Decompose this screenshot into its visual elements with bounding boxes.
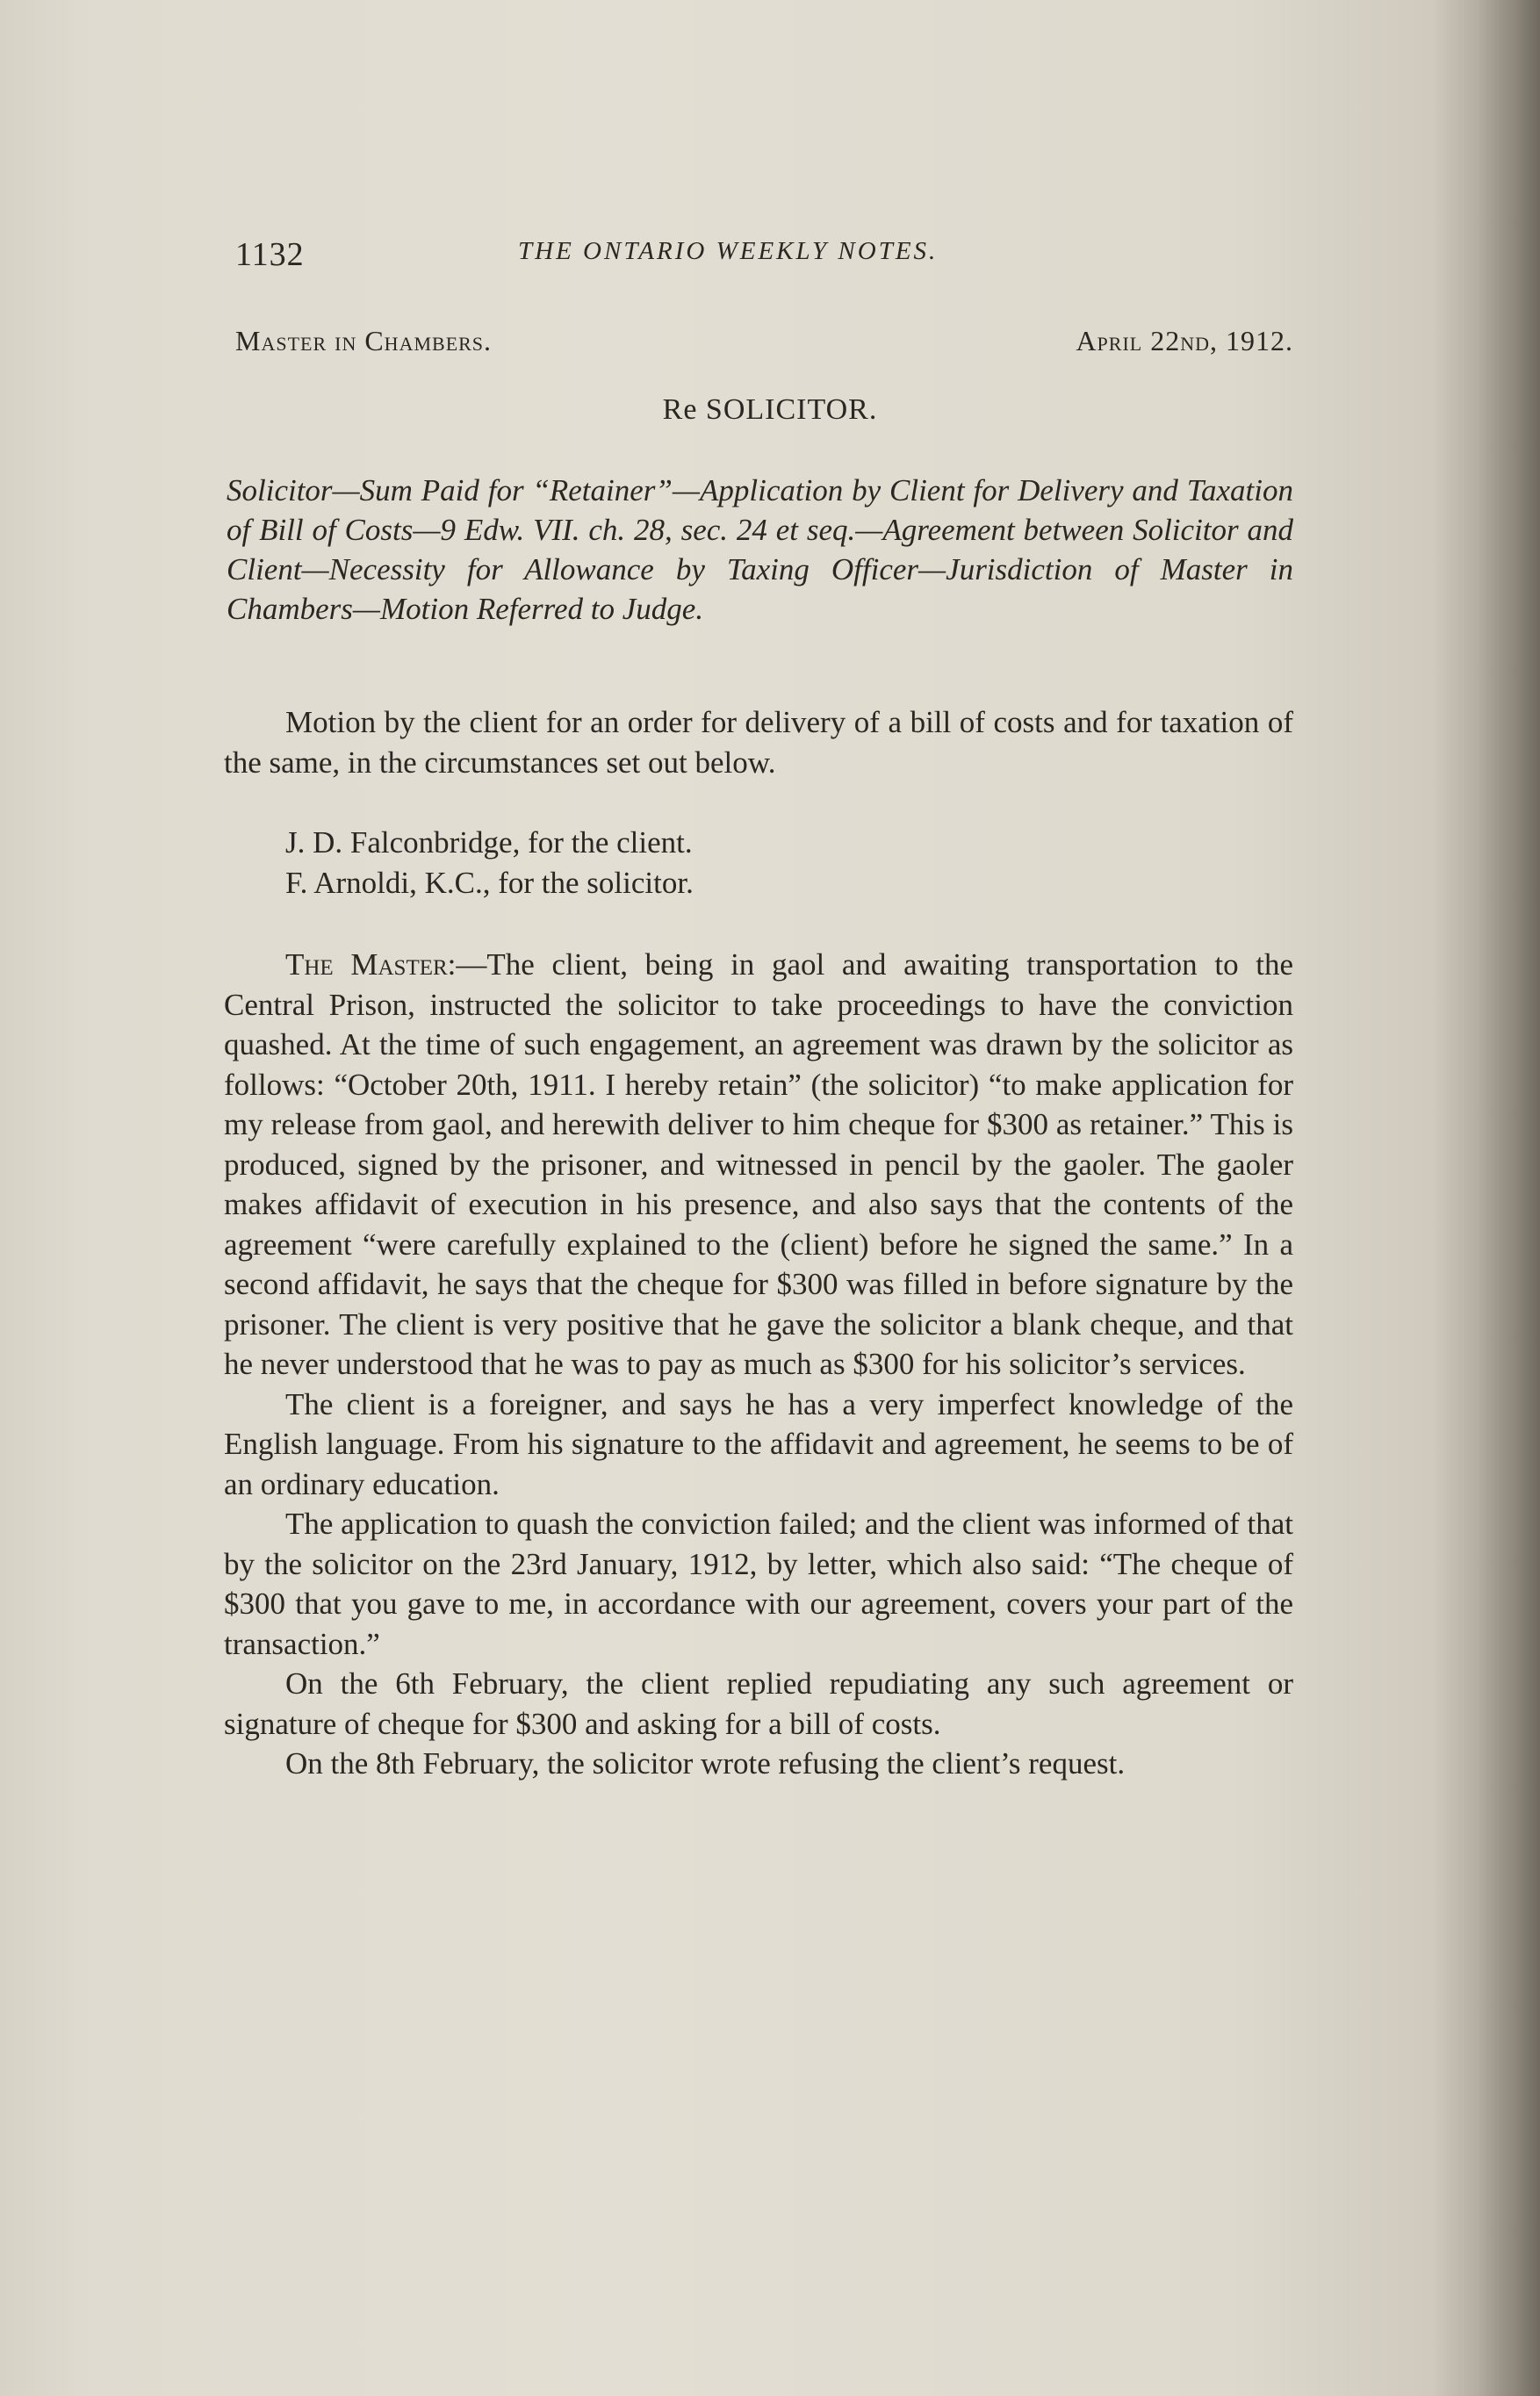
court-name: Master in Chambers. bbox=[235, 325, 493, 356]
speaker: The Master bbox=[285, 947, 448, 982]
counsel-client: J. D. Falconbridge, for the client. bbox=[285, 825, 693, 860]
running-head bbox=[235, 235, 1289, 279]
body-text bbox=[224, 702, 1293, 1784]
judgment-paragraph-1 bbox=[224, 945, 1293, 1385]
headnote bbox=[227, 471, 1293, 629]
judgment-paragraph-2: The client is a foreigner, and says he has a very imperfect knowledge of the English language. From his signature to the affidavit and agreement, he seems to be of an ordinary education. bbox=[224, 1386, 1293, 1501]
judgment-paragraph-3: The application to quash the conviction failed; and the client was informed of that by the solicitor on the 23rd January, 1912, by letter, which also said: “The cheque of $300 that you gave to me, in accordance with our agreement, covers your part of the transaction.” bbox=[224, 1507, 1293, 1661]
court-date-line bbox=[235, 325, 1293, 369]
decision-date: April 22nd, 1912. bbox=[1076, 325, 1293, 356]
headnote-text: Solicitor—Sum Paid for “Retainer”—Application by Client for Delivery and Taxation of Bill of Costs—9 Edw. VII. ch. 28, sec. 24 et seq.—Agreement between Solicitor and Client—Necessity for Allowance by Taxing Officer—Jurisdiction of Master in Chambers—Motion Referred to Judge. bbox=[227, 473, 1293, 626]
judgment-paragraph-5: On the 8th February, the solicitor wrote refusing the client’s request. bbox=[285, 1746, 1126, 1781]
journal-title: THE ONTARIO WEEKLY NOTES. bbox=[518, 237, 939, 265]
page-number: 1132 bbox=[235, 236, 305, 273]
judgment-paragraph-4: On the 6th February, the client replied repudiating any such agreement or signature of cheque for $300 and asking for a bill of costs. bbox=[224, 1666, 1293, 1741]
counsel-solicitor: F. Arnoldi, K.C., for the solicitor. bbox=[285, 865, 694, 900]
page-edge-shadow bbox=[1479, 0, 1540, 2396]
motion-paragraph: Motion by the client for an order for delivery of a bill of costs and for taxation of the same, in the circumstances set out below. bbox=[224, 705, 1293, 780]
case-title: Re SOLICITOR. bbox=[662, 393, 878, 426]
judgment-paragraph-1-text: :—The client, being in gaol and awaiting transportation to the Central Prison, instructed the solicitor to take proceedings to have the conviction quashed. At the time of such engagement, an agreement was drawn by the solicitor as follows: “October 20th, 1911. I hereby retain” (the solicitor) “to make application for my release from gaol, and herewith deliver to him cheque for $300 as retainer.” This is produced, signed by the prisoner, and witnessed in pencil by the gaoler. The gaoler makes affidavit of execution in his presence, and also says that the contents of the agreement “were carefully explained to the (client) before he signed the same.” In a second affidavit, he says that the cheque for $300 was filled in before signature by the prisoner. The client is very positive that he gave the solicitor a blank cheque, and that he never understood that he was to pay as much as $300 for his solicitor’s services. bbox=[224, 947, 1293, 1381]
